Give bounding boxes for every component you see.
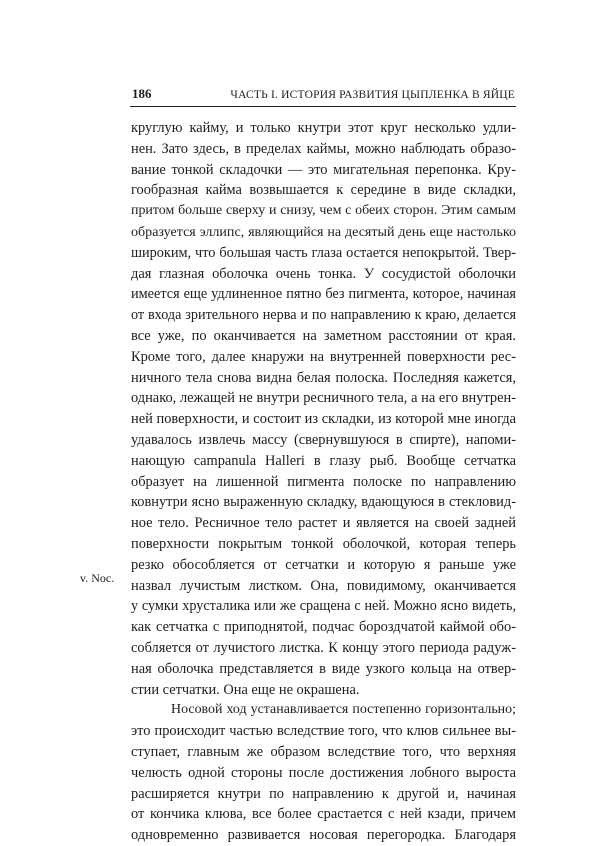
text-line: однако, лежащей не внутри ресничного тела, а на его внутрен- <box>131 390 516 407</box>
text-line: челюсть одной стороны после достижения лобного выроста <box>131 764 516 781</box>
text-line: образуется эллипс, являющийся на десятый день еще настолько <box>131 223 516 240</box>
text-line: удавалось извлечь массу (свернувшуюся в спирте), напоми- <box>131 431 516 448</box>
text-line: круглую кайму, и только кнутри этот круг несколько удли- <box>131 120 516 136</box>
text-line: ступает, главным же образом вследствие того, что верхняя <box>131 743 516 760</box>
text-line: от кончика клюва, все более срастается с ней кзади, причем <box>131 806 516 823</box>
body-text <box>131 118 516 846</box>
page-header <box>132 86 515 104</box>
text-line: ная оболочка представляется в виде узкого кольца на отвер- <box>131 660 516 677</box>
text-line: одновременно развивается носовая перегородка. Благодаря <box>131 827 516 844</box>
paragraph-start-line: Носовой ход устанавливается постепенно горизонтально; <box>171 702 516 718</box>
running-head: ЧАСТЬ I. ИСТОРИЯ РАЗВИТИЯ ЦЫПЛЕНКА В ЯЙЦЕ <box>230 89 515 101</box>
text-line: собляется от лучистого листка. К концу этого периода радуж- <box>131 639 516 656</box>
paragraph-end-line: стии сетчатки. Она еще не окрашена. <box>131 681 360 698</box>
page-number: 186 <box>132 86 152 101</box>
text-line: Кроме того, далее кнаружи на внутренней поверхности рес- <box>131 348 516 365</box>
text-line: нающую campanula Halleri в глазу рыб. Вообще сетчатка <box>131 452 516 469</box>
text-line: ничного тела снова видна белая полоска. Последняя кажется, <box>131 369 516 386</box>
text-line: резко обособляется от сетчатки и которую я раньше уже <box>131 556 516 573</box>
text-line: расширяется кнутри по направлению к другой и, начиная <box>131 785 516 802</box>
text-line: имеется еще удлиненное пятно без пигмента, которое, начиная <box>131 286 516 303</box>
margin-note: v. Noc. <box>80 571 115 585</box>
text-line: как сетчатка с приподнятой, подчас бороздчатой каймой обо- <box>131 619 516 636</box>
text-line: поверхности покрытым тонкой оболочкой, которая теперь <box>131 535 516 552</box>
text-line: гообразная кайма возвышается к середине в виде складки, <box>131 182 516 199</box>
text-line: притом больше сверху и снизу, чем с обеих сторон. Этим самым <box>131 203 516 219</box>
text-line: все уже, по оканчивается на заметном расстоянии от края. <box>131 327 516 344</box>
text-line: ковнутри ясно выраженную складку, вдающуюся в стекловид- <box>131 494 516 511</box>
text-line: у сумки хрусталика или же сращена с ней. Можно ясно видеть, <box>131 598 516 615</box>
text-line: образует на лишенной пигмента полоске по направлению <box>131 473 516 490</box>
text-line: назвал лучистым листком. Она, повидимому, оканчивается <box>131 577 516 594</box>
text-line: от входа зрительного нерва и по направлению к краю, делается <box>131 307 516 324</box>
text-line: дая глазная оболочка очень тонка. У сосудистой оболочки <box>131 265 516 282</box>
text-line: нен. Зато здесь, в пределах каймы, можно наблюдать образо- <box>131 140 516 157</box>
text-line: ное тело. Ресничное тело растет и является на своей задней <box>131 515 516 532</box>
text-line: вание тонкой складочки — это мигательная перепонка. Кру- <box>131 161 516 178</box>
header-rule <box>130 106 516 107</box>
text-line: широким, что большая часть глаза остается непокрытой. Твер- <box>131 244 516 261</box>
text-line: это происходит частью вследствие того, что клюв сильнее вы- <box>131 723 516 740</box>
text-line: ней поверхности, и состоит из складки, из которой мне иногда <box>131 411 516 428</box>
